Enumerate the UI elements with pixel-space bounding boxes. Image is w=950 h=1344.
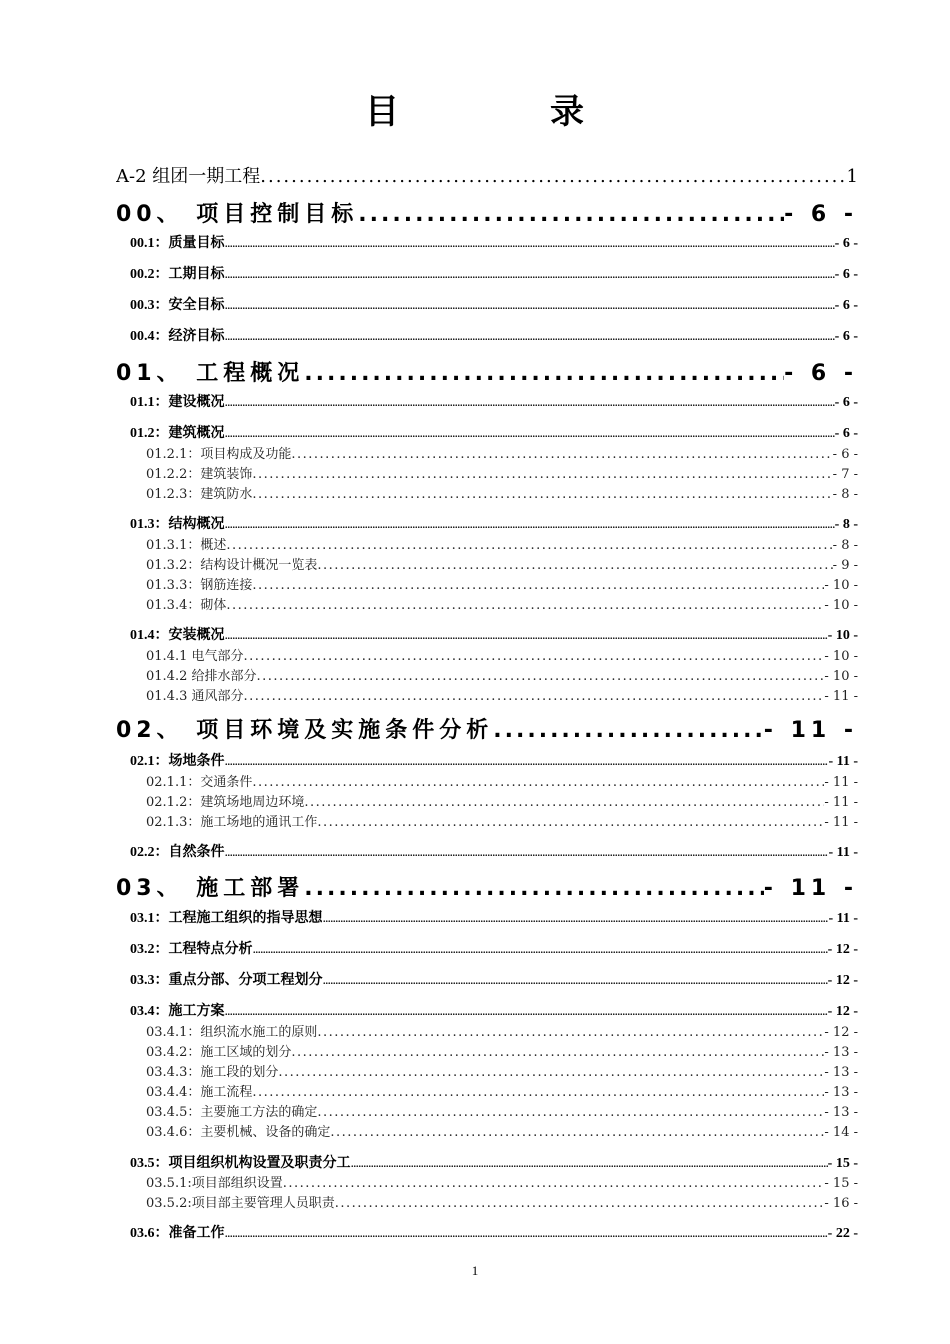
toc-leader-dots xyxy=(335,1196,825,1211)
toc-entry-level-2[interactable] xyxy=(130,232,858,252)
toc-entry-label: 00、 项目控制目标 xyxy=(116,202,359,227)
toc-entry-level-3[interactable] xyxy=(146,1172,858,1191)
toc-leader-dots xyxy=(304,795,824,810)
toc-entry-label: A-2 组团一期工程 xyxy=(116,166,261,187)
toc-entry-level-3[interactable] xyxy=(146,554,858,573)
toc-entry-level-3[interactable] xyxy=(146,483,858,502)
toc-entry-level-3[interactable] xyxy=(146,665,858,684)
toc-leader-dots xyxy=(225,628,828,644)
toc-entry-page: - 13 - xyxy=(824,1085,858,1100)
toc-leader-dots xyxy=(252,775,824,790)
toc-entry-label: 03.4.1：组织流水施工的原则 xyxy=(146,1025,318,1040)
toc-leader-dots xyxy=(291,1045,824,1060)
toc-entry-page: - 10 - xyxy=(824,649,858,664)
toc-entry-page: - 8 - xyxy=(834,517,858,532)
toc-entry-level-3[interactable] xyxy=(146,645,858,664)
toc-leader-dots xyxy=(252,1085,824,1100)
toc-entry-level-2[interactable] xyxy=(130,263,858,283)
toc-entry-level-3[interactable] xyxy=(146,791,858,810)
title-char-right: 录 xyxy=(550,92,585,132)
toc-leader-dots xyxy=(304,361,784,386)
toc-entry-page: - 12 - xyxy=(827,973,858,988)
toc-leader-dots xyxy=(225,754,829,770)
toc-entry-label: 03.4：施工方案 xyxy=(130,1004,225,1019)
toc-entry-level-1[interactable] xyxy=(116,871,858,902)
toc-leader-dots xyxy=(330,1125,824,1140)
toc-entry-page: - 6 - xyxy=(784,361,858,386)
toc-entry-level-2[interactable] xyxy=(130,391,858,411)
toc-entry-level-3[interactable] xyxy=(146,1061,858,1080)
toc-entry-label: 01.3.4：砌体 xyxy=(146,598,227,613)
toc-entry-page: - 12 - xyxy=(827,1004,858,1019)
toc-entry-label: 01.3.2：结构设计概况一览表 xyxy=(146,558,318,573)
toc-entry-level-2[interactable] xyxy=(130,907,858,927)
toc-entry-level-0[interactable] xyxy=(116,162,858,188)
toc-entry-page: - 6 - xyxy=(832,447,858,462)
toc-entry-label: 03、 施工部署 xyxy=(116,876,305,901)
toc-entry-page: - 12 - xyxy=(827,942,858,957)
toc-leader-dots xyxy=(493,718,764,743)
toc-entry-level-3[interactable] xyxy=(146,811,858,830)
toc-leader-dots xyxy=(225,395,835,411)
toc-leader-dots xyxy=(225,329,835,345)
title-char-left: 目 xyxy=(365,92,400,132)
toc-leader-dots xyxy=(358,202,784,227)
toc-entry-level-3[interactable] xyxy=(146,771,858,790)
toc-entry-label: 02.1.1：交通条件 xyxy=(146,775,253,790)
toc-leader-dots xyxy=(243,649,824,664)
toc-leader-dots xyxy=(252,467,832,482)
toc-entry-level-2[interactable] xyxy=(130,841,858,861)
toc-entry-page: - 11 - xyxy=(824,815,858,830)
toc-leader-dots xyxy=(278,1065,824,1080)
toc-entry-page: 1 xyxy=(846,166,858,187)
toc-entry-level-2[interactable] xyxy=(130,1222,858,1242)
toc-entry-label: 03.2：工程特点分析 xyxy=(130,942,253,957)
toc-entry-level-2[interactable] xyxy=(130,1152,858,1172)
toc-entry-label: 01.2.1：项目构成及功能 xyxy=(146,447,292,462)
toc-entry-page: - 10 - xyxy=(824,578,858,593)
toc-entry-label: 00.4：经济目标 xyxy=(130,329,225,344)
toc-entry-label: 02、 项目环境及实施条件分析 xyxy=(116,718,494,743)
toc-entry-page: - 6 - xyxy=(834,298,858,313)
toc-entry-label: 02.1.2：建筑场地周边环境 xyxy=(146,795,305,810)
toc-leader-dots xyxy=(317,1105,824,1120)
toc-entry-label: 03.4.3：施工段的划分 xyxy=(146,1065,279,1080)
toc-entry-label: 03.4.6：主要机械、设备的确定 xyxy=(146,1125,331,1140)
toc-entry-level-3[interactable] xyxy=(146,594,858,613)
toc-leader-dots xyxy=(225,267,835,283)
toc-leader-dots xyxy=(317,1025,824,1040)
toc-entry-page: - 16 - xyxy=(824,1196,858,1211)
toc-entry-page: - 14 - xyxy=(824,1125,858,1140)
toc-leader-dots xyxy=(291,447,832,462)
toc-entry-page: - 6 - xyxy=(784,202,858,227)
toc-entry-label: 01.2.3：建筑防水 xyxy=(146,487,253,502)
toc-leader-dots xyxy=(226,598,824,613)
toc-entry-level-3[interactable] xyxy=(146,463,858,482)
toc-entry-label: 02.1.3：施工场地的通讯工作 xyxy=(146,815,318,830)
toc-entry-page: - 8 - xyxy=(832,538,858,553)
toc-entry-label: 01.4.3 通风部分 xyxy=(146,689,244,704)
toc-entry-level-2[interactable] xyxy=(130,325,858,345)
toc-entry-page: - 11 - xyxy=(763,718,858,743)
toc-leader-dots xyxy=(323,973,828,989)
toc-leader-dots xyxy=(225,298,835,314)
toc-entry-label: 03.4.5：主要施工方法的确定 xyxy=(146,1105,318,1120)
toc-entry-label: 01.1：建设概况 xyxy=(130,395,225,410)
toc-leader-dots xyxy=(225,426,835,442)
toc-entry-page: - 13 - xyxy=(824,1045,858,1060)
toc-entry-level-1[interactable] xyxy=(116,713,858,744)
toc-entry-page: - 11 - xyxy=(824,689,858,704)
toc-entry-label: 03.1：工程施工组织的指导思想 xyxy=(130,911,323,926)
toc-entry-level-3[interactable] xyxy=(146,1121,858,1140)
toc-leader-dots xyxy=(225,236,835,252)
toc-entry-level-2[interactable] xyxy=(130,624,858,644)
toc-entry-page: - 22 - xyxy=(827,1226,858,1241)
toc-entry-page: - 11 - xyxy=(828,845,858,860)
toc-entry-label: 00.2：工期目标 xyxy=(130,267,225,282)
toc-entry-page: - 9 - xyxy=(832,558,858,573)
toc-leader-dots xyxy=(323,911,829,927)
toc-entry-page: - 6 - xyxy=(834,329,858,344)
toc-entry-label: 03.3：重点分部、分项工程划分 xyxy=(130,973,323,988)
toc-leader-dots xyxy=(225,845,829,861)
toc-leader-dots xyxy=(256,669,824,684)
toc-entry-page: - 6 - xyxy=(834,267,858,282)
toc-entry-page: - 6 - xyxy=(834,395,858,410)
toc-entry-level-1[interactable] xyxy=(116,197,858,228)
toc-entry-label: 03.4.4：施工流程 xyxy=(146,1085,253,1100)
toc-entry-label: 03.5：项目组织机构设置及职责分工 xyxy=(130,1156,351,1171)
toc-entry-page: - 15 - xyxy=(824,1176,858,1191)
toc-entry-level-3[interactable] xyxy=(146,1041,858,1060)
toc-entry-page: - 11 - xyxy=(824,775,858,790)
toc-entry-level-3[interactable] xyxy=(146,574,858,593)
toc-entry-label: 00.3：安全目标 xyxy=(130,298,225,313)
toc-leader-dots xyxy=(225,517,835,533)
toc-leader-dots xyxy=(253,942,828,958)
toc-entry-page: - 6 - xyxy=(834,426,858,441)
toc-entry-label: 00.1：质量目标 xyxy=(130,236,225,251)
toc-entry-level-3[interactable] xyxy=(146,1081,858,1100)
toc-entry-label: 01.3.3：钢筋连接 xyxy=(146,578,253,593)
toc-leader-dots xyxy=(225,1226,828,1242)
toc-entry-page: - 13 - xyxy=(824,1105,858,1120)
toc-entry-level-2[interactable] xyxy=(130,938,858,958)
toc-entry-page: - 11 - xyxy=(828,911,858,926)
toc-entry-label: 03.5.2:项目部主要管理人员职责 xyxy=(146,1196,335,1211)
page-number: 1 xyxy=(471,1263,479,1278)
toc-entry-level-2[interactable] xyxy=(130,1000,858,1020)
toc-entry-page: - 11 - xyxy=(824,795,858,810)
toc-entry-level-2[interactable] xyxy=(130,422,858,442)
toc-entry-page: - 12 - xyxy=(824,1025,858,1040)
toc-entry-page: - 13 - xyxy=(824,1065,858,1080)
toc-entry-label: 02.2：自然条件 xyxy=(130,845,225,860)
toc-entry-page: - 10 - xyxy=(827,628,858,643)
toc-entry-page: - 6 - xyxy=(834,236,858,251)
toc-leader-dots xyxy=(304,876,764,901)
toc-leader-dots xyxy=(351,1156,828,1172)
toc-entry-page: - 15 - xyxy=(827,1156,858,1171)
toc-entry-level-3[interactable] xyxy=(146,1101,858,1120)
toc-entry-page: - 7 - xyxy=(832,467,858,482)
toc-leader-dots xyxy=(260,166,846,187)
toc-entry-level-3[interactable] xyxy=(146,534,858,553)
toc-entry-label: 01.3.1：概述 xyxy=(146,538,227,553)
toc-entry-label: 01、 工程概况 xyxy=(116,361,305,386)
toc-leader-dots xyxy=(283,1176,825,1191)
toc-entry-page: - 10 - xyxy=(824,598,858,613)
toc-entry-label: 03.5.1:项目部组织设置 xyxy=(146,1176,283,1191)
toc-leader-dots xyxy=(226,538,832,553)
toc-entry-level-2[interactable] xyxy=(130,513,858,533)
toc-leader-dots xyxy=(252,578,824,593)
toc-entry-label: 02.1：场地条件 xyxy=(130,754,225,769)
toc-entry-label: 01.2.2：建筑装饰 xyxy=(146,467,253,482)
toc-entry-label: 01.3：结构概况 xyxy=(130,517,225,532)
toc-entry-label: 01.2：建筑概况 xyxy=(130,426,225,441)
toc-entry-label: 01.4：安装概况 xyxy=(130,628,225,643)
toc-entry-page: - 11 - xyxy=(828,754,858,769)
toc-entry-level-3[interactable] xyxy=(146,685,858,704)
toc-entry-label: 01.4.2 给排水部分 xyxy=(146,669,257,684)
toc-entry-level-2[interactable] xyxy=(130,969,858,989)
toc-entry-label: 03.4.2：施工区域的划分 xyxy=(146,1045,292,1060)
toc-leader-dots xyxy=(225,1004,828,1020)
toc-entry-page: - 11 - xyxy=(763,876,858,901)
toc-entry-level-2[interactable] xyxy=(130,750,858,770)
toc-entry-label: 03.6：准备工作 xyxy=(130,1226,225,1241)
toc-entry-level-3[interactable] xyxy=(146,1192,858,1211)
toc-entry-label: 01.4.1 电气部分 xyxy=(146,649,244,664)
toc-entry-level-2[interactable] xyxy=(130,294,858,314)
toc-entry-page: - 8 - xyxy=(832,487,858,502)
toc-entry-level-3[interactable] xyxy=(146,443,858,462)
toc-leader-dots xyxy=(317,815,824,830)
toc-leader-dots xyxy=(317,558,832,573)
toc-leader-dots xyxy=(252,487,832,502)
toc-entry-page: - 10 - xyxy=(824,669,858,684)
toc-leader-dots xyxy=(243,689,824,704)
toc-entry-level-3[interactable] xyxy=(146,1021,858,1040)
toc-entry-level-1[interactable] xyxy=(116,356,858,387)
